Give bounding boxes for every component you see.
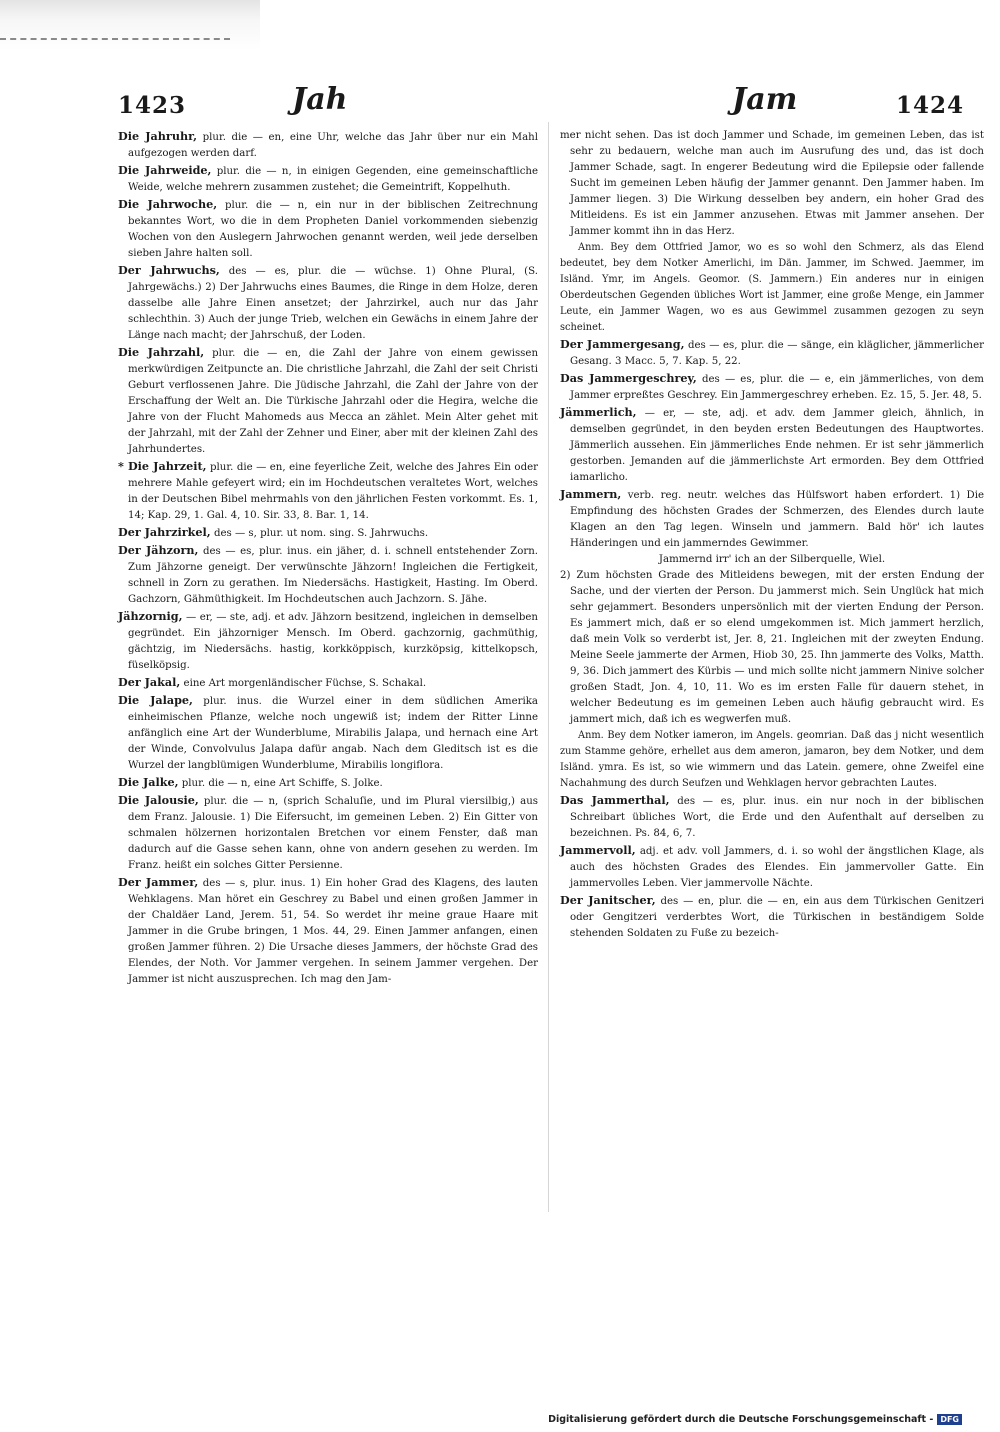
entry-headword: Die Jahrzahl,	[118, 345, 205, 359]
entry-headword: Der Jakal,	[118, 675, 181, 689]
entry-text: des — es, plur. die — wüchse. 1) Ohne Plural, (S. Jahrgewächs.) 2) Der Jahrwuchs eines Baumes, die Ringe in dem Holze, deren dasselbe alle Jahre Einen ansetzet; der Jahrzirkel, auch nur das Jahr schlechthin. 3) Auch der junge Trieb, welchen ein Gewächs in einem Jahre der Länge nach macht; der Jahrschuß, der Loden.	[128, 266, 538, 341]
dictionary-entry	[560, 370, 984, 404]
entry-text: des — s, plur. inus. 1) Ein hoher Grad des Klagens, des lauten Wehklagens. Man höret ein Geschrey zu Babel und einen großen Jammer in der Chaldäer Land, Jerem. 51, 54. So werdet ihr meine graue Haare mit Jammer in die Grube bringen, 1 Mos. 44, 29. Einen Jammer anfangen, einen großen Jammer führen. 2) Die Ursache dieses Jammers, der höchste Grad des Elendes, der Noth. Vor Jammer vergehen. In seinem Jammer vergehen. Der Jammer ist nicht auszusprechen. Ich mag den Jam-	[128, 878, 539, 985]
entry-headword: Das Jammerthal,	[560, 793, 670, 807]
entry-text: plur. die — en, die Zahl der Jahre von einem gewissen merkwürdigen Zeitpuncte an. Die christliche Jahrzahl, die Zahl der seit Christi Geburt verflossenen Jahre. Die Jüdische Jahrzahl, die Zahl der Jahre von der Erschaffung der Welt an. Die Türkische Jahrzahl oder die Hegira, welche die Jahre von der Flucht Mahomeds aus Mecca an zählet. Mein Alter gehet mit der Jahrzahl, mit der Zahl der Zehner und Einer, aber mit der kleinen Zahl des Jahrhundertes.	[128, 348, 538, 455]
etymology-note	[560, 240, 984, 336]
entry-headword: Die Jalousie,	[118, 793, 199, 807]
dfg-logo: DFG	[937, 1414, 962, 1425]
dictionary-entry	[118, 674, 538, 692]
entry-headword: Jammervoll,	[560, 843, 636, 857]
entry-headword: Der Jähzorn,	[118, 543, 199, 557]
dictionary-entry	[118, 692, 538, 774]
entry-text: Jammernd irr' ich an der Silberquelle, Wiel.	[658, 554, 886, 565]
dictionary-entry	[118, 774, 538, 792]
entry-text: des — en, plur. die — en, ein aus dem Türkischen Genitzeri oder Gengitzeri verderbtes Wort, die Türkischen in beständigem Solde stehenden Soldaten zu Fuße zu bezeich-	[570, 896, 984, 939]
dictionary-entry	[118, 792, 538, 874]
entry-headword: Die Jahrwoche,	[118, 197, 218, 211]
dictionary-entry	[118, 458, 538, 524]
right-page-number: 1424	[896, 92, 965, 119]
entry-text: adj. et adv. voll Jammers, d. i. so wohl der ängstlichen Klage, als auch des höchsten Grades des Elendes. Ein jammervoller Gatte. Ein jammervolles Leben. Vier jammervolle Nächte.	[570, 846, 984, 889]
entry-text: plur. die — en, eine Uhr, welche das Jahr über nur ein Mahl aufgezogen werden darf.	[128, 132, 538, 159]
entry-headword: Jammern,	[560, 487, 622, 501]
entry-headword: Der Jammergesang,	[560, 337, 685, 351]
entry-continuation	[560, 568, 984, 728]
entry-text: plur. die — n, (sprich Schaluſie, und im Plural viersilbig,) aus dem Franz. Jalousie. 1) Die Eifersucht, im gemeinen Leben. 2) Ein Gitter von schmalen hölzernen horizontalen Bretchen vor einem Fenster, daß man dadurch auf die Gasse sehen kann, ohne von andern gesehen zu werden. Im Franz. heißt ein solches Gitter Persienne.	[128, 796, 538, 871]
right-column	[560, 128, 984, 942]
entry-headword: Das Jammergeschrey,	[560, 371, 697, 385]
entry-continuation	[560, 552, 984, 568]
scan-shadow	[0, 0, 260, 50]
dictionary-entry	[118, 128, 538, 162]
entry-text: des — es, plur. die — e, ein jämmerliches, von dem Jammer erpreßtes Geschrey. Ein Jammergeschrey erheben. Ez. 15, 5. Jer. 48, 5.	[570, 374, 984, 401]
left-column	[118, 128, 538, 988]
dictionary-entry	[560, 792, 984, 842]
entry-headword: * Die Jahrzeit,	[118, 459, 207, 473]
dictionary-entry	[560, 842, 984, 892]
entry-text: 2) Zum höchsten Grade des Mitleidens bewegen, mit der ersten Endung der Sache, und der vierten der Person. Du jammerst mich. Sein Unglück hat mich sehr gejammert. Besonders unpersönlich mit der vierten Endung der Person. Es jammert mich, daß er so elend umgekommen ist. Mich jammert herzlich, daß mein Volk so verderbt ist, Jer. 8, 21. Ingleichen mit der zweyten Endung. Meine Seele jammerte der Armen, Hiob 30, 25. Ihn jammerte des Volks, Matth. 9, 36. Dich jammert des Kürbis — und mich sollte nicht jammern Ninive solcher großen Stadt, Jon. 4, 10, 11. Wo es im ersten Falle für dauern stehet, in welcher Bedeutung es im gemeinen Leben auch häufig gebraucht wird. Es jammert mich, daß ich es wegwerfen muß.	[560, 570, 984, 725]
footer-credit: Digitalisierung gefördert durch die Deutsche Forschungsgemeinschaft -	[548, 1414, 934, 1425]
entry-text: plur. die — n, eine Art Schiffe, S. Jolke.	[181, 778, 383, 789]
entry-text: — er, — ste, adj. et adv. dem Jammer gleich, ähnlich, in demselben gegründet, in den beyden ersten Bedeutungen des Hauptwortes. Jämmerlich aussehen. Ein jämmerliches Ende nehmen. Er ist sehr jämmerlich gestorben. Jemanden auf die jämmerlichste Art ermorden. Bey dem Ottfried iamarlicho.	[570, 408, 984, 483]
entry-text: plur. die — n, ein nur in der biblischen Zeitrechnung bekanntes Wort, wo die in dem Propheten Daniel vorkommenden siebenzig Wochen von den Auslegern Jahrwochen genannt werden, weil jede derselben sieben Jahre halten soll.	[128, 200, 538, 259]
dictionary-entry	[560, 486, 984, 552]
entry-headword: Der Jahrzirkel,	[118, 525, 211, 539]
entry-headword: Jämmerlich,	[560, 405, 637, 419]
entry-text: des — es, plur. inus. ein nur noch in der biblischen Schreibart übliches Wort, die Erde und den Aufenthalt auf derselben zu bezeichnen. Ps. 84, 6, 7.	[570, 796, 984, 839]
entry-text: verb. reg. neutr. welches das Hülfswort haben erfordert. 1) Die Empfindung des höchsten Grades der Schmerzen, des Elendes durch laute Klagen an den Tag legen. Winseln und jammern. Bald hör' ich lautes Händeringen und ein jammerndes Gewimmer.	[570, 490, 984, 549]
footer	[548, 1414, 962, 1425]
dictionary-entry	[118, 196, 538, 262]
entry-text: mer nicht sehen. Das ist doch Jammer und Schade, im gemeinen Leben, das ist sehr zu bedauern, welche man auch im Ausrufung des und, das ist doch Jammer Schade, sagt. In engerer Bedeutung wird die Epilepsie oder fallende Sucht im gemeinen Leben häufig der Jammer genannt. Den Jammer haben. Im Jammer liegen. 3) Die Wirkung desselben bey andern, ein hoher Grad des Mitleidens. Es ist ein Jammer anzusehen. Etwas mit Jammer ansehen. Der Jammer kommt ihn in das Herz.	[560, 130, 984, 237]
right-catchword: Jam	[732, 82, 798, 117]
entry-continuation	[560, 128, 984, 240]
entry-text: des — s, plur. ut nom. sing. S. Jahrwuchs.	[213, 528, 429, 539]
dictionary-entry	[118, 162, 538, 196]
entry-text: Anm. Bey dem Notker iameron, im Angels. geomrian. Daß das j nicht wesentlich zum Stamme gehöre, erhellet aus dem ameron, jamaron, bey dem Notker, und dem Isländ. ymra. Es ist, so wie wimmern und das Latein. gemere, ohne Zweifel eine Nachahmung des durch Seufzen und Wehklagen hervor gebrachten Lautes.	[560, 730, 984, 789]
entry-text: — er, — ste, adj. et adv. Jähzorn besitzend, ingleichen in demselben gegründet. Ein jähzorniger Mensch. Im Oberd. gachzornig, gachmüthig, gächtzig, im Niedersächs. hastig, korkköppisch, kurzköpsig, kittelkopsch, füselköpsig.	[128, 612, 538, 671]
column-divider	[548, 122, 549, 1212]
dictionary-entry	[560, 404, 984, 486]
entry-headword: Die Jahrweide,	[118, 163, 212, 177]
scan-edge-line	[0, 38, 230, 40]
etymology-note	[560, 728, 984, 792]
entry-text: des — es, plur. inus. ein jäher, d. i. schnell entstehender Zorn. Zum Jähzorne geneigt. Der verwünschte Jähzorn! Ingleichen die Fertigkeit, schnell in Zorn zu gerathen. Im Niedersächs. Hastigkeit, Hasting. Im Oberd. Gachzorn, Gähmüthigkeit. Im Hochdeutschen auch Jachzorn. S. Jähe.	[128, 546, 538, 605]
entry-headword: Der Janitscher,	[560, 893, 656, 907]
entry-headword: Die Jahruhr,	[118, 129, 198, 143]
entry-text: plur. inus. die Wurzel einer in dem südlichen Amerika einheimischen Pflanze, welche noch ungewiß ist; indem der Ritter Linne anfänglich eine Art der Wunderblume, Mirabilis Jalapa, und hernach eine Art der Winde, Convolvulus Jalapa dafür angab. Nach dem Gleditsch ist es die Wurzel der langblümigen Wunderblume, Mirabilis longiflora.	[128, 696, 539, 771]
entry-headword: Die Jalape,	[118, 693, 193, 707]
dictionary-entry	[118, 344, 538, 458]
dictionary-entry	[118, 524, 538, 542]
left-page-number: 1423	[118, 92, 187, 119]
entry-text: eine Art morgenländischer Füchse, S. Schakal.	[183, 678, 427, 689]
dictionary-entry	[118, 542, 538, 608]
entry-headword: Der Jammer,	[118, 875, 199, 889]
dictionary-entry	[560, 892, 984, 942]
entry-headword: Der Jahrwuchs,	[118, 263, 220, 277]
entry-text: des — es, plur. die — sänge, ein kläglicher, jämmerlicher Gesang. 3 Macc. 5, 7. Kap. 5, 22.	[570, 340, 984, 367]
entry-text: plur. die — en, eine feyerliche Zeit, welche des Jahres Ein oder mehrere Mahle gefeyert wird; ein im Hochdeutschen veraltetes Wort, welches in der Deutschen Bibel mehrmahls von den jährlichen Festen vorkommt. Es. 1, 14; Kap. 29, 1. Gal. 4, 10. Sir. 33, 8. Bar. 1, 14.	[128, 462, 538, 521]
entry-text: plur. die — n, in einigen Gegenden, eine gemeinschaftliche Weide, welche mehrern zusammen zustehet; die Gemeintrift, Koppelhuth.	[128, 166, 538, 193]
dictionary-entry	[560, 336, 984, 370]
entry-headword: Die Jalke,	[118, 775, 179, 789]
dictionary-entry	[118, 262, 538, 344]
entry-headword: Jähzornig,	[118, 609, 183, 623]
dictionary-entry	[118, 608, 538, 674]
dictionary-entry	[118, 874, 538, 988]
left-catchword: Jah	[292, 82, 348, 117]
entry-text: Anm. Bey dem Ottfried Jamor, wo es so wohl den Schmerz, als das Elend bedeutet, bey dem Notker Amerlichi, im Dän. Jammer, im Schwed. Jaemmer, im Isländ. Ymr, im Angels. Geomor. (S. Jammern.) Ein anderes nur in einigen Oberdeutschen Gegenden übliches Wort ist Jammer, eine große Menge, ein Jammer Leute, ein Jammer Wagen, wo es aus Gewimmel zusammen gezogen zu seyn scheinet.	[560, 242, 984, 333]
